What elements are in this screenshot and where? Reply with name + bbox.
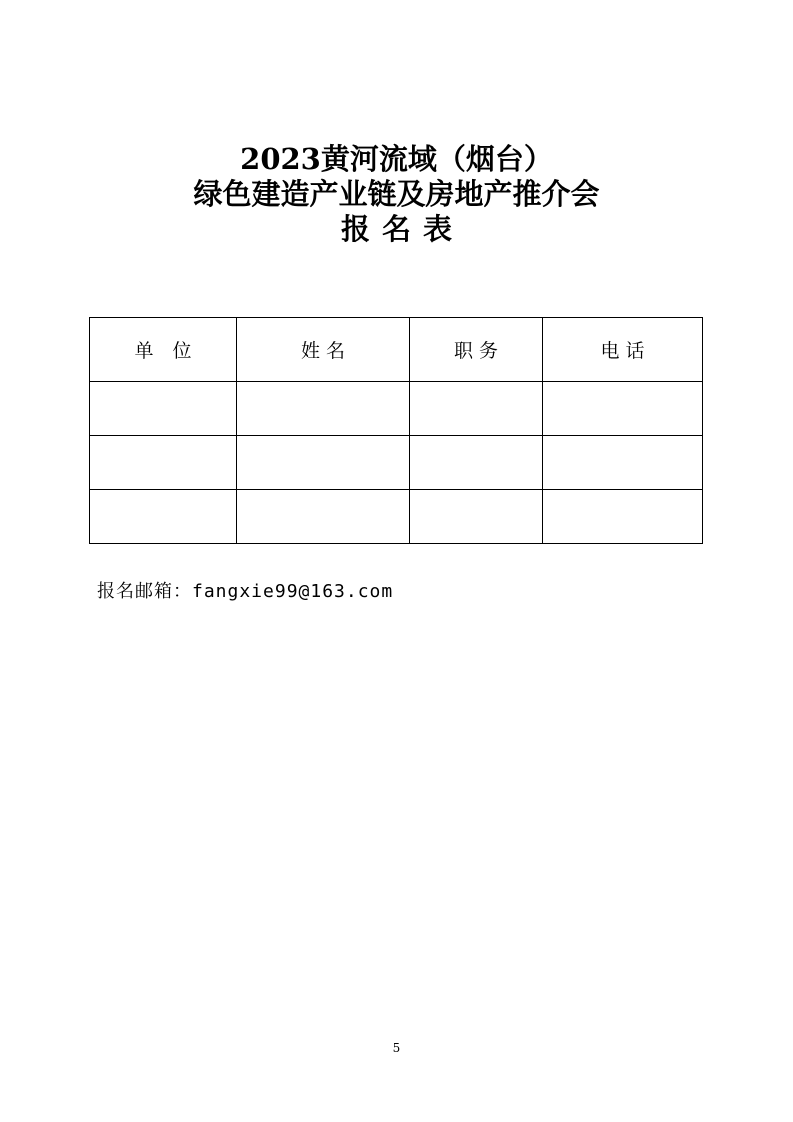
title-line-2: 绿色建造产业链及房地产推介会 xyxy=(193,177,600,211)
registration-email: 报名邮箱：fangxie99@163.com xyxy=(97,581,394,602)
cell-phone[interactable] xyxy=(543,490,703,544)
table-header-row xyxy=(90,318,703,382)
cell-unit[interactable] xyxy=(90,490,237,544)
header-unit: 单 位 xyxy=(90,318,237,382)
header-phone: 电 话 xyxy=(543,318,703,382)
cell-name[interactable] xyxy=(237,436,410,490)
cell-unit[interactable] xyxy=(90,436,237,490)
cell-position[interactable] xyxy=(410,490,543,544)
cell-phone[interactable] xyxy=(543,436,703,490)
table-row xyxy=(90,490,703,544)
table-row xyxy=(90,382,703,436)
page-number: 5 xyxy=(392,1041,401,1055)
cell-unit[interactable] xyxy=(90,382,237,436)
cell-position[interactable] xyxy=(410,436,543,490)
registration-table xyxy=(89,317,703,544)
cell-phone[interactable] xyxy=(543,382,703,436)
header-name: 姓 名 xyxy=(237,318,410,382)
cell-name[interactable] xyxy=(237,490,410,544)
title-line-1: 2023黄河流域（烟台） xyxy=(240,142,553,176)
cell-name[interactable] xyxy=(237,382,410,436)
header-position: 职 务 xyxy=(410,318,543,382)
cell-position[interactable] xyxy=(410,382,543,436)
title-line-3: 报名表 xyxy=(340,212,464,246)
table-row xyxy=(90,436,703,490)
